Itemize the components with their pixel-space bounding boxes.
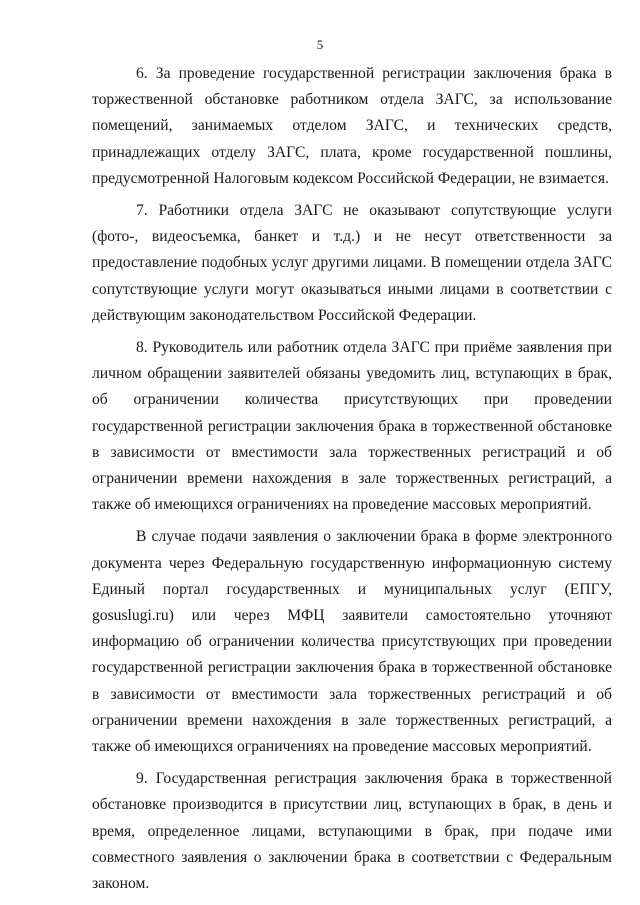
document-body (92, 61, 612, 897)
paragraph-6: 6. За проведение государственной регистрации заключения брака в торжественной обстановке работником отдела ЗАГС, за использование помещений, занимаемых отделом ЗАГС, и технических средств, принадлежащих отделу ЗАГС, плата, кроме государственной пошлины, предусмотренной Налоговым кодексом Российской Федерации, не взимается. (92, 65, 612, 187)
page-number: 5 (316, 37, 324, 52)
paragraph-9: 9. Государственная регистрация заключения брака в торжественной обстановке производится в присутствии лиц, вступающих в брак, в день и время, определенное лицами, вступающими в брак, при подаче ими совместного заявления о заключении брака в соответствии с Федеральным законом. (92, 770, 612, 893)
paragraph-8: 8. Руководитель или работник отдела ЗАГС при приёме заявления при личном обращении заявителей обязаны уведомить лиц, вступающих в брак, об ограничении количества присутствующих при проведении государственной регистрации заключения брака в торжественной обстановке в зависимости от вместимости зала торжественных регистраций и об ограничении времени нахождения в зале торжественных регистраций, а также об имеющихся ограничениях на проведение массовых мероприятий. (92, 339, 612, 514)
paragraph-8-continued: В случае подачи заявления о заключении брака в форме электронного документа через Федеральную государственную информационную систему Единый портал государственных и муниципальных услуг (ЕПГУ, gosuslugi.ru) или через МФЦ заявители самостоятельно уточняют информацию об ограничении количества присутствующих при проведении государственной регистрации заключения брака в торжественной обстановке в зависимости от вместимости зала торжественных регистраций и об ограничении времени нахождения в зале торжественных регистраций, а также об имеющихся ограничениях на проведение массовых мероприятий. (92, 528, 612, 756)
paragraph-7: 7. Работники отдела ЗАГС не оказывают сопутствующие услуги (фото-, видеосъемка, банкет и т.д.) и не несут ответственности за предоставление подобных услуг другими лицами. В помещении отдела ЗАГС сопутствующие услуги могут оказываться иными лицами в соответствии с действующим законодательством Российской Федерации. (92, 202, 612, 324)
